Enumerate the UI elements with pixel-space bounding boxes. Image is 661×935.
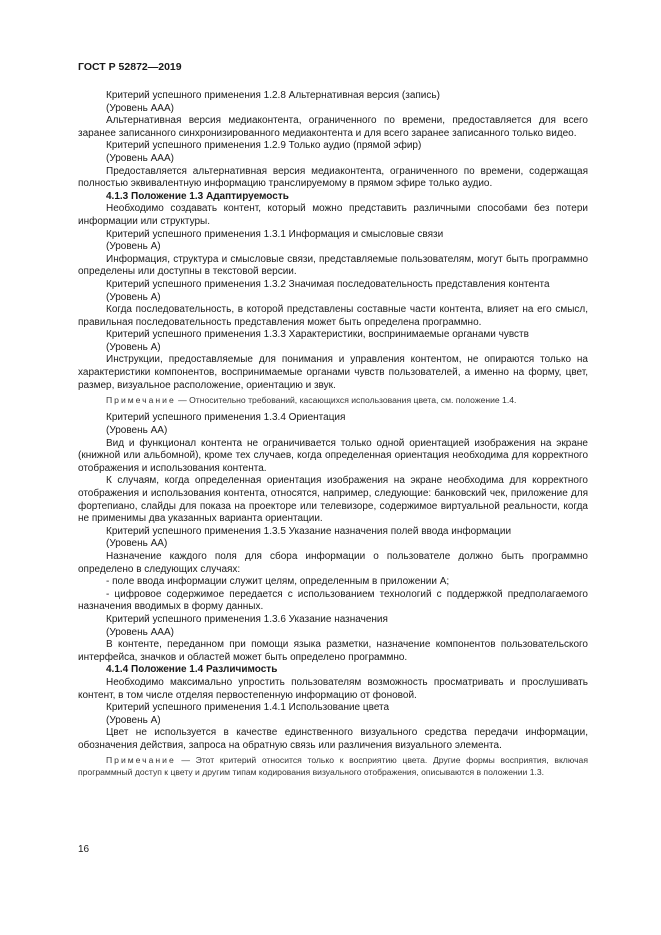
body-paragraph: Критерий успешного применения 1.3.5 Указание назначения полей ввода информации (106, 525, 512, 537)
body-paragraph: - цифровое содержимое передается с использованием технологий с поддержкой предполагаемого назначения вводимых в форму данных. (78, 588, 588, 613)
body-paragraph: Цвет не используется в качестве единственного визуального средства передачи информации, обозначения действия, запроса на обратную связь или различения визуального элемента. (78, 727, 588, 751)
body-paragraph: Информация, структура и смысловые связи, представляемые пользователям, могут быть программно определены или доступны в текстовой версии. (78, 253, 588, 278)
body-paragraph: Необходимо создавать контент, который можно представить различными способами без потери информации или структуры. (78, 203, 588, 227)
body-paragraph: (Уровень А) (106, 341, 161, 353)
body-paragraph: К случаям, когда определенная ориентация изображения на экране необходима для корректного отображения и использования контента, относятся, например, следующие: банковский чек, приложение для фортепиано, слайды для показа на проекторе или телевизоре, содержимое виртуальной реальности, когда не применимы два указанных варианта ориентации. (78, 475, 588, 525)
body-paragraph: (Уровень АА) (106, 425, 168, 437)
document-body (78, 90, 588, 784)
body-paragraph: Назначение каждого поля для сбора информации о пользователе должно быть программно определено в следующих случаях: (78, 550, 588, 575)
body-paragraph: В контенте, переданном при помощи языка разметки, назначение компонентов пользовательского интерфейса, значков и областей может быть определено программно. (78, 639, 588, 663)
note-label: Примечание (106, 395, 176, 406)
body-paragraph: Критерий успешного применения 1.3.1 Информация и смысловые связи (106, 228, 444, 240)
note-paragraph (78, 755, 588, 777)
document-header: ГОСТ Р 52872—2019 (78, 61, 182, 73)
body-paragraph: Вид и функционал контента не ограничивается только одной ориентацией изображения на экране (книжной или альбомной), кроме тех случаев, когда определенная ориентация необходима для корректного отображения и использования контента. (78, 437, 588, 474)
body-paragraph: Критерий успешного применения 1.3.6 Указание назначения (106, 613, 388, 625)
note-label: Примечание (106, 755, 176, 766)
body-paragraph: Критерий успешного применения 1.4.1 Использование цвета (106, 702, 390, 714)
body-paragraph: (Уровень А) (106, 714, 161, 726)
note-text: — Относительно требований, касающихся использования цвета, см. положение 1.4. (175, 395, 517, 406)
body-paragraph: Когда последовательность, в которой представлены составные части контента, влияет на его смысл, правильная последовательность представления может быть определена программно. (78, 304, 588, 328)
body-paragraph: (Уровень АА) (106, 538, 168, 550)
body-paragraph: Критерий успешного применения 1.3.4 Ориентация (106, 412, 346, 424)
body-paragraph: (Уровень ААА) (106, 626, 174, 638)
body-paragraph: Критерий успешного применения 1.3.2 Значимая последовательность представления контента (106, 278, 550, 290)
body-paragraph: Альтернативная версия медиаконтента, ограниченного по времени, предоставляется для всего заранее записанного синхронизированного медиаконтента и для всего заранее записанного только видео. (78, 115, 588, 139)
body-paragraph: Необходимо максимально упростить пользователям возможность просматривать и прослушивать контент, в том числе отделяя первостепенную информацию от фоновой. (78, 676, 588, 701)
note-text: — Этот критерий относится только к восприятию цвета. Другие формы восприятия, включая программный доступ к цвету и другим типам кодирования визуального отображения, описываются в положении 1.3. (78, 755, 588, 777)
page-number: 16 (78, 844, 90, 855)
body-paragraph: Инструкции, предоставляемые для понимания и управления контентом, не опираются только на характеристики компонентов, воспринимаемые органами чувств пользователей, а именно на форму, цвет, размер, визуальное расположение, ориентацию и звук. (78, 354, 588, 391)
section-heading: 4.1.3 Положение 1.3 Адаптируемость (106, 190, 289, 202)
body-paragraph: Критерий успешного применения 1.2.8 Альтернативная версия (запись) (106, 90, 440, 101)
body-paragraph: (Уровень ААА) (106, 152, 174, 164)
note-paragraph (78, 395, 588, 406)
body-paragraph: (Уровень А) (106, 241, 161, 253)
body-paragraph: Критерий успешного применения 1.2.9 Только аудио (прямой эфир) (106, 140, 422, 152)
section-heading: 4.1.4 Положение 1.4 Различимость (106, 664, 278, 676)
body-paragraph: Предоставляется альтернативная версия медиаконтента, ограниченного по времени, содержащая полностью эквивалентную информацию транслируемому в прямом эфире только аудио. (78, 165, 588, 190)
body-paragraph: (Уровень ААА) (106, 102, 174, 114)
body-paragraph: - поле ввода информации служит целям, определенным в приложении А; (106, 576, 450, 588)
body-paragraph: (Уровень А) (106, 291, 161, 303)
body-paragraph: Критерий успешного применения 1.3.3 Характеристики, воспринимаемые органами чувств (106, 329, 529, 341)
